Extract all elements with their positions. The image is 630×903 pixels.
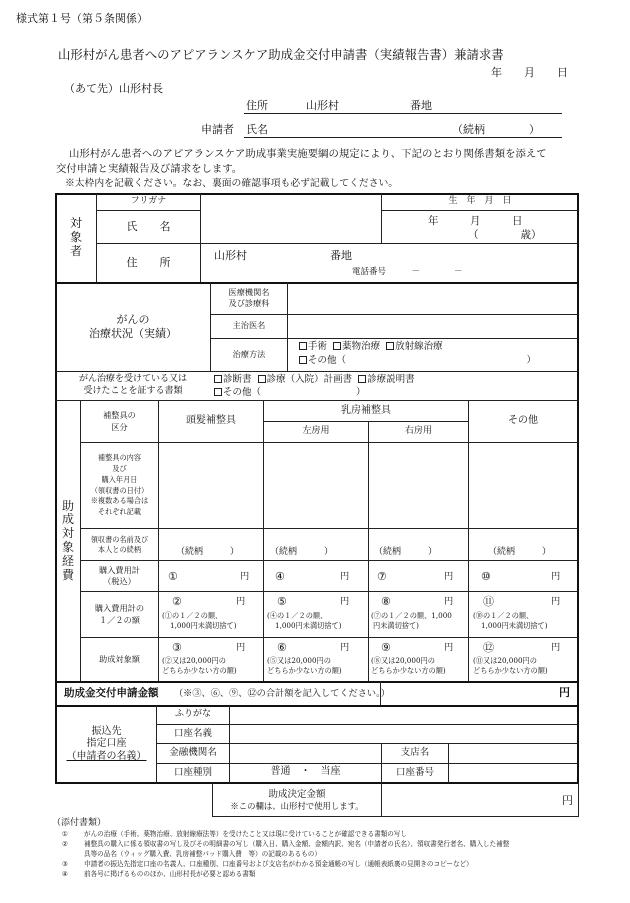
total-mark: ① xyxy=(168,570,178,583)
content-label: 補整具の内容 及び 購入年月日 （領収書の日付） ※複数ある場合は それぞれ記載 xyxy=(90,453,149,517)
content-other-input[interactable] xyxy=(469,443,577,528)
request-label: 助成金交付申請金額 xyxy=(64,687,159,699)
surgery-option[interactable]: 手術 xyxy=(299,341,327,352)
form-number: 様式第１号（第５条関係） xyxy=(16,12,148,25)
care-plan-checkbox[interactable] xyxy=(258,375,266,383)
relation-other[interactable]: （続柄 ） xyxy=(488,547,552,557)
attachment-num: ③ xyxy=(62,860,68,868)
applicant-relation: （続柄 ） xyxy=(452,123,540,136)
half-mark: ⑧ xyxy=(381,595,391,608)
proof-other-checkbox[interactable] xyxy=(214,388,222,396)
name-label: 氏 名 xyxy=(126,219,171,233)
subject-village: 山形村 xyxy=(214,249,247,262)
yen-label: 円 xyxy=(340,571,350,582)
yen-label: 円 xyxy=(444,571,454,582)
doctor-input[interactable] xyxy=(288,315,577,338)
half-mark: ⑪ xyxy=(483,595,494,608)
total-label: 購入費用計 （税込） xyxy=(99,564,140,586)
yen-label: 円 xyxy=(340,596,350,607)
subject-banchi: 番地 xyxy=(330,249,352,262)
yen-label: 円 xyxy=(240,571,250,582)
attachment-text: 申請者の振込先指定口座の名義人、口座種別、口座番号および支店名がわかる預金通帳の写し（通帳表紙裏の見開きのコピーなど） xyxy=(84,860,473,868)
half-note: (⑩の１／２の額、 1,000円未満切捨て) xyxy=(473,611,548,630)
target-note: (⑧又は20,000円の どちらか少ない方の額) xyxy=(371,656,446,675)
drug-checkbox[interactable] xyxy=(333,342,341,350)
hospital-label: 医療機関名 及び診療科 xyxy=(228,286,270,308)
applicant-name-line[interactable] xyxy=(244,137,562,138)
relation-right[interactable]: （続柄 ） xyxy=(374,547,438,557)
method-other-option[interactable]: その他（ ） xyxy=(299,355,536,367)
account-type-select[interactable]: 普通 ・ 当座 xyxy=(270,766,341,778)
decision-label: 助成決定金額 ※この欄は、山形村で使用します。 xyxy=(230,788,364,811)
request-note: （※③、⑥、⑨、⑫の合計額を記入してください。） xyxy=(174,688,390,699)
request-yen: 円 xyxy=(559,686,570,699)
hospital-input[interactable] xyxy=(288,283,577,314)
intro-line-2: 交付申請と実績報告及び請求をします。 xyxy=(56,163,243,175)
proof-label: がん治療を受けている又は 受けたことを証する書類 xyxy=(78,374,187,396)
target-mark: ③ xyxy=(172,641,182,654)
intro-line-1: 山形村がん患者へのアピアランスケア助成事業実施要綱の規定により、下記のとおり関係書類を添えて xyxy=(69,148,547,160)
radiation-option[interactable]: 放射線治療 xyxy=(386,341,443,352)
address-label: 住 所 xyxy=(126,255,171,269)
subject-header: 対 象 者 xyxy=(69,216,82,258)
branch-label: 支店名 xyxy=(400,747,430,759)
yen-label: 円 xyxy=(444,596,454,607)
surgery-checkbox[interactable] xyxy=(299,342,307,350)
applicant-address-line[interactable] xyxy=(244,113,562,114)
target-note: (⑪又は20,000円の どちらか少ない方の額) xyxy=(473,656,548,675)
target-label: 助成対象額 xyxy=(99,653,140,664)
method-options xyxy=(299,341,443,353)
col-breast: 乳房補整具 xyxy=(341,404,391,416)
addressee: （あて先）山形村長 xyxy=(64,82,163,95)
relation-left[interactable]: （続柄 ） xyxy=(270,547,334,557)
yen-label: 円 xyxy=(551,571,561,582)
content-left-input[interactable] xyxy=(264,443,368,528)
expense-header: 助 成 対 象 経 費 xyxy=(61,498,74,582)
target-mark: ⑫ xyxy=(483,641,494,654)
holder-label: 口座名義 xyxy=(173,727,212,739)
col-wig: 頭髪補整具 xyxy=(186,415,236,427)
total-mark: ⑩ xyxy=(481,570,491,583)
branch-input[interactable] xyxy=(449,744,577,763)
yen-label: 円 xyxy=(236,596,246,607)
drug-option[interactable]: 薬物治療 xyxy=(333,341,380,352)
yen-label: 円 xyxy=(551,596,561,607)
applicant-banchi: 番地 xyxy=(410,99,432,112)
col-right: 右房用 xyxy=(404,425,432,436)
bank-label: 振込先 指定口座 （申請者の名義） xyxy=(66,725,147,762)
applicant-name-label: 氏名 xyxy=(246,123,268,136)
half-note: (④の１／２の額、 1,000円未満切捨て) xyxy=(267,611,342,630)
bank-furigana-input[interactable] xyxy=(230,706,577,724)
total-mark: ⑦ xyxy=(377,570,387,583)
half-mark: ② xyxy=(172,595,182,608)
target-mark: ⑥ xyxy=(277,641,287,654)
doctor-label: 主治医名 xyxy=(232,320,266,331)
document-title: 山形村がん患者へのアピアランスケア助成金交付申請書（実績報告書）兼請求書 xyxy=(58,47,504,62)
request-amount-input[interactable] xyxy=(382,682,577,705)
half-mark: ⑤ xyxy=(277,595,287,608)
birthdate-ymd[interactable]: 年 月 日 xyxy=(428,215,523,227)
method-label: 治療方法 xyxy=(232,348,266,359)
rule xyxy=(381,783,382,816)
furigana-label: フリガナ xyxy=(130,195,167,206)
age-field[interactable]: （ 歳） xyxy=(468,229,542,241)
treatment-label: がんの 治療状況（実績） xyxy=(89,313,177,340)
rule xyxy=(578,783,579,816)
account-number-label: 口座番号 xyxy=(395,766,434,778)
attachment-num: ② xyxy=(62,840,68,848)
instruction-note: ※太枠内を記載ください。なお、裏面の確認事項も必ず記載してください。 xyxy=(65,178,399,189)
applicant-role: 申請者 xyxy=(201,123,234,136)
attachment-text: 具等の品名（ウィッグ購入費、乳房補整パッド購入費 等）の記載のあるもの） xyxy=(84,850,321,858)
rule xyxy=(381,210,578,211)
relation-wig[interactable]: （続柄 ） xyxy=(176,547,240,557)
attachment-text: がんの治療（手術、薬物治療、放射線療法等）を受けたこと又は現に受けていることが確認できる書類の写し xyxy=(84,830,408,838)
target-mark: ⑨ xyxy=(381,641,391,654)
diagnosis-checkbox[interactable] xyxy=(214,375,222,383)
decision-yen: 円 xyxy=(562,794,573,807)
yen-label: 円 xyxy=(551,642,561,653)
bank-furigana-label: ふりがな xyxy=(174,708,211,719)
target-note: (⑤又は20,000円の どちらか少ない方の額) xyxy=(267,656,342,675)
total-mark: ④ xyxy=(275,570,285,583)
radiation-checkbox[interactable] xyxy=(386,342,394,350)
attachment-num: ④ xyxy=(62,870,68,878)
account-number-input[interactable] xyxy=(449,764,577,782)
proof-other-option[interactable]: その他（ ） xyxy=(214,387,366,399)
attachment-num: ① xyxy=(62,830,68,838)
col-other: その他 xyxy=(508,415,538,427)
name-input[interactable] xyxy=(201,211,381,243)
applicant-village: 山形村 xyxy=(306,99,339,112)
content-right-input[interactable] xyxy=(369,443,468,528)
rule xyxy=(212,816,579,817)
yen-label: 円 xyxy=(444,642,454,653)
phone-field[interactable]: 電話番号 － － xyxy=(352,267,463,277)
explanation-option[interactable]: 診療説明書 xyxy=(358,374,415,385)
furigana-input[interactable] xyxy=(201,194,381,210)
birthdate-label: 生 年 月 日 xyxy=(448,195,512,206)
half-label: 購入費用計の １／２の額 xyxy=(94,603,145,625)
institution-input[interactable] xyxy=(230,744,381,763)
diagnosis-option[interactable]: 診断書 xyxy=(214,374,252,385)
method-other-checkbox[interactable] xyxy=(299,356,307,364)
explanation-checkbox[interactable] xyxy=(358,375,366,383)
attachment-text: 補整具の購入に係る領収書の写し及びその明細書の写し（購入日、購入金額、金額内訳、宛名（申請者の氏名）、領収書発行者名、購入した補整 xyxy=(84,840,510,848)
date-field[interactable]: 年 月 日 xyxy=(491,66,568,79)
yen-label: 円 xyxy=(236,642,246,653)
yen-label: 円 xyxy=(340,642,350,653)
holder-input[interactable] xyxy=(230,725,577,743)
attachment-text: 前各号に掲げるもののほか、山形村長が必要と認める書類 xyxy=(84,870,256,878)
half-note: (①の１／２の額、 1,000円未満切捨て) xyxy=(162,611,237,630)
proof-options xyxy=(214,374,415,386)
account-type-label: 口座種別 xyxy=(173,766,212,778)
receipt-label: 領収書の名前及び 本人との続柄 xyxy=(90,534,149,554)
applicant-address-label: 住所 xyxy=(246,99,268,112)
target-note: (②又は20,000円の どちらか少ない方の額) xyxy=(162,656,237,675)
institution-label: 金融機関名 xyxy=(169,747,217,759)
kubun-label: 補整具の 区分 xyxy=(103,410,136,432)
attachments-heading: （添付書類） xyxy=(52,818,107,828)
col-left: 左房用 xyxy=(302,425,330,436)
care-plan-option[interactable]: 診療（入院）計画書 xyxy=(258,374,353,385)
content-wig-input[interactable] xyxy=(159,443,263,528)
half-note: (⑦の１／２の額、1,000 円未満切捨て) xyxy=(371,611,452,630)
